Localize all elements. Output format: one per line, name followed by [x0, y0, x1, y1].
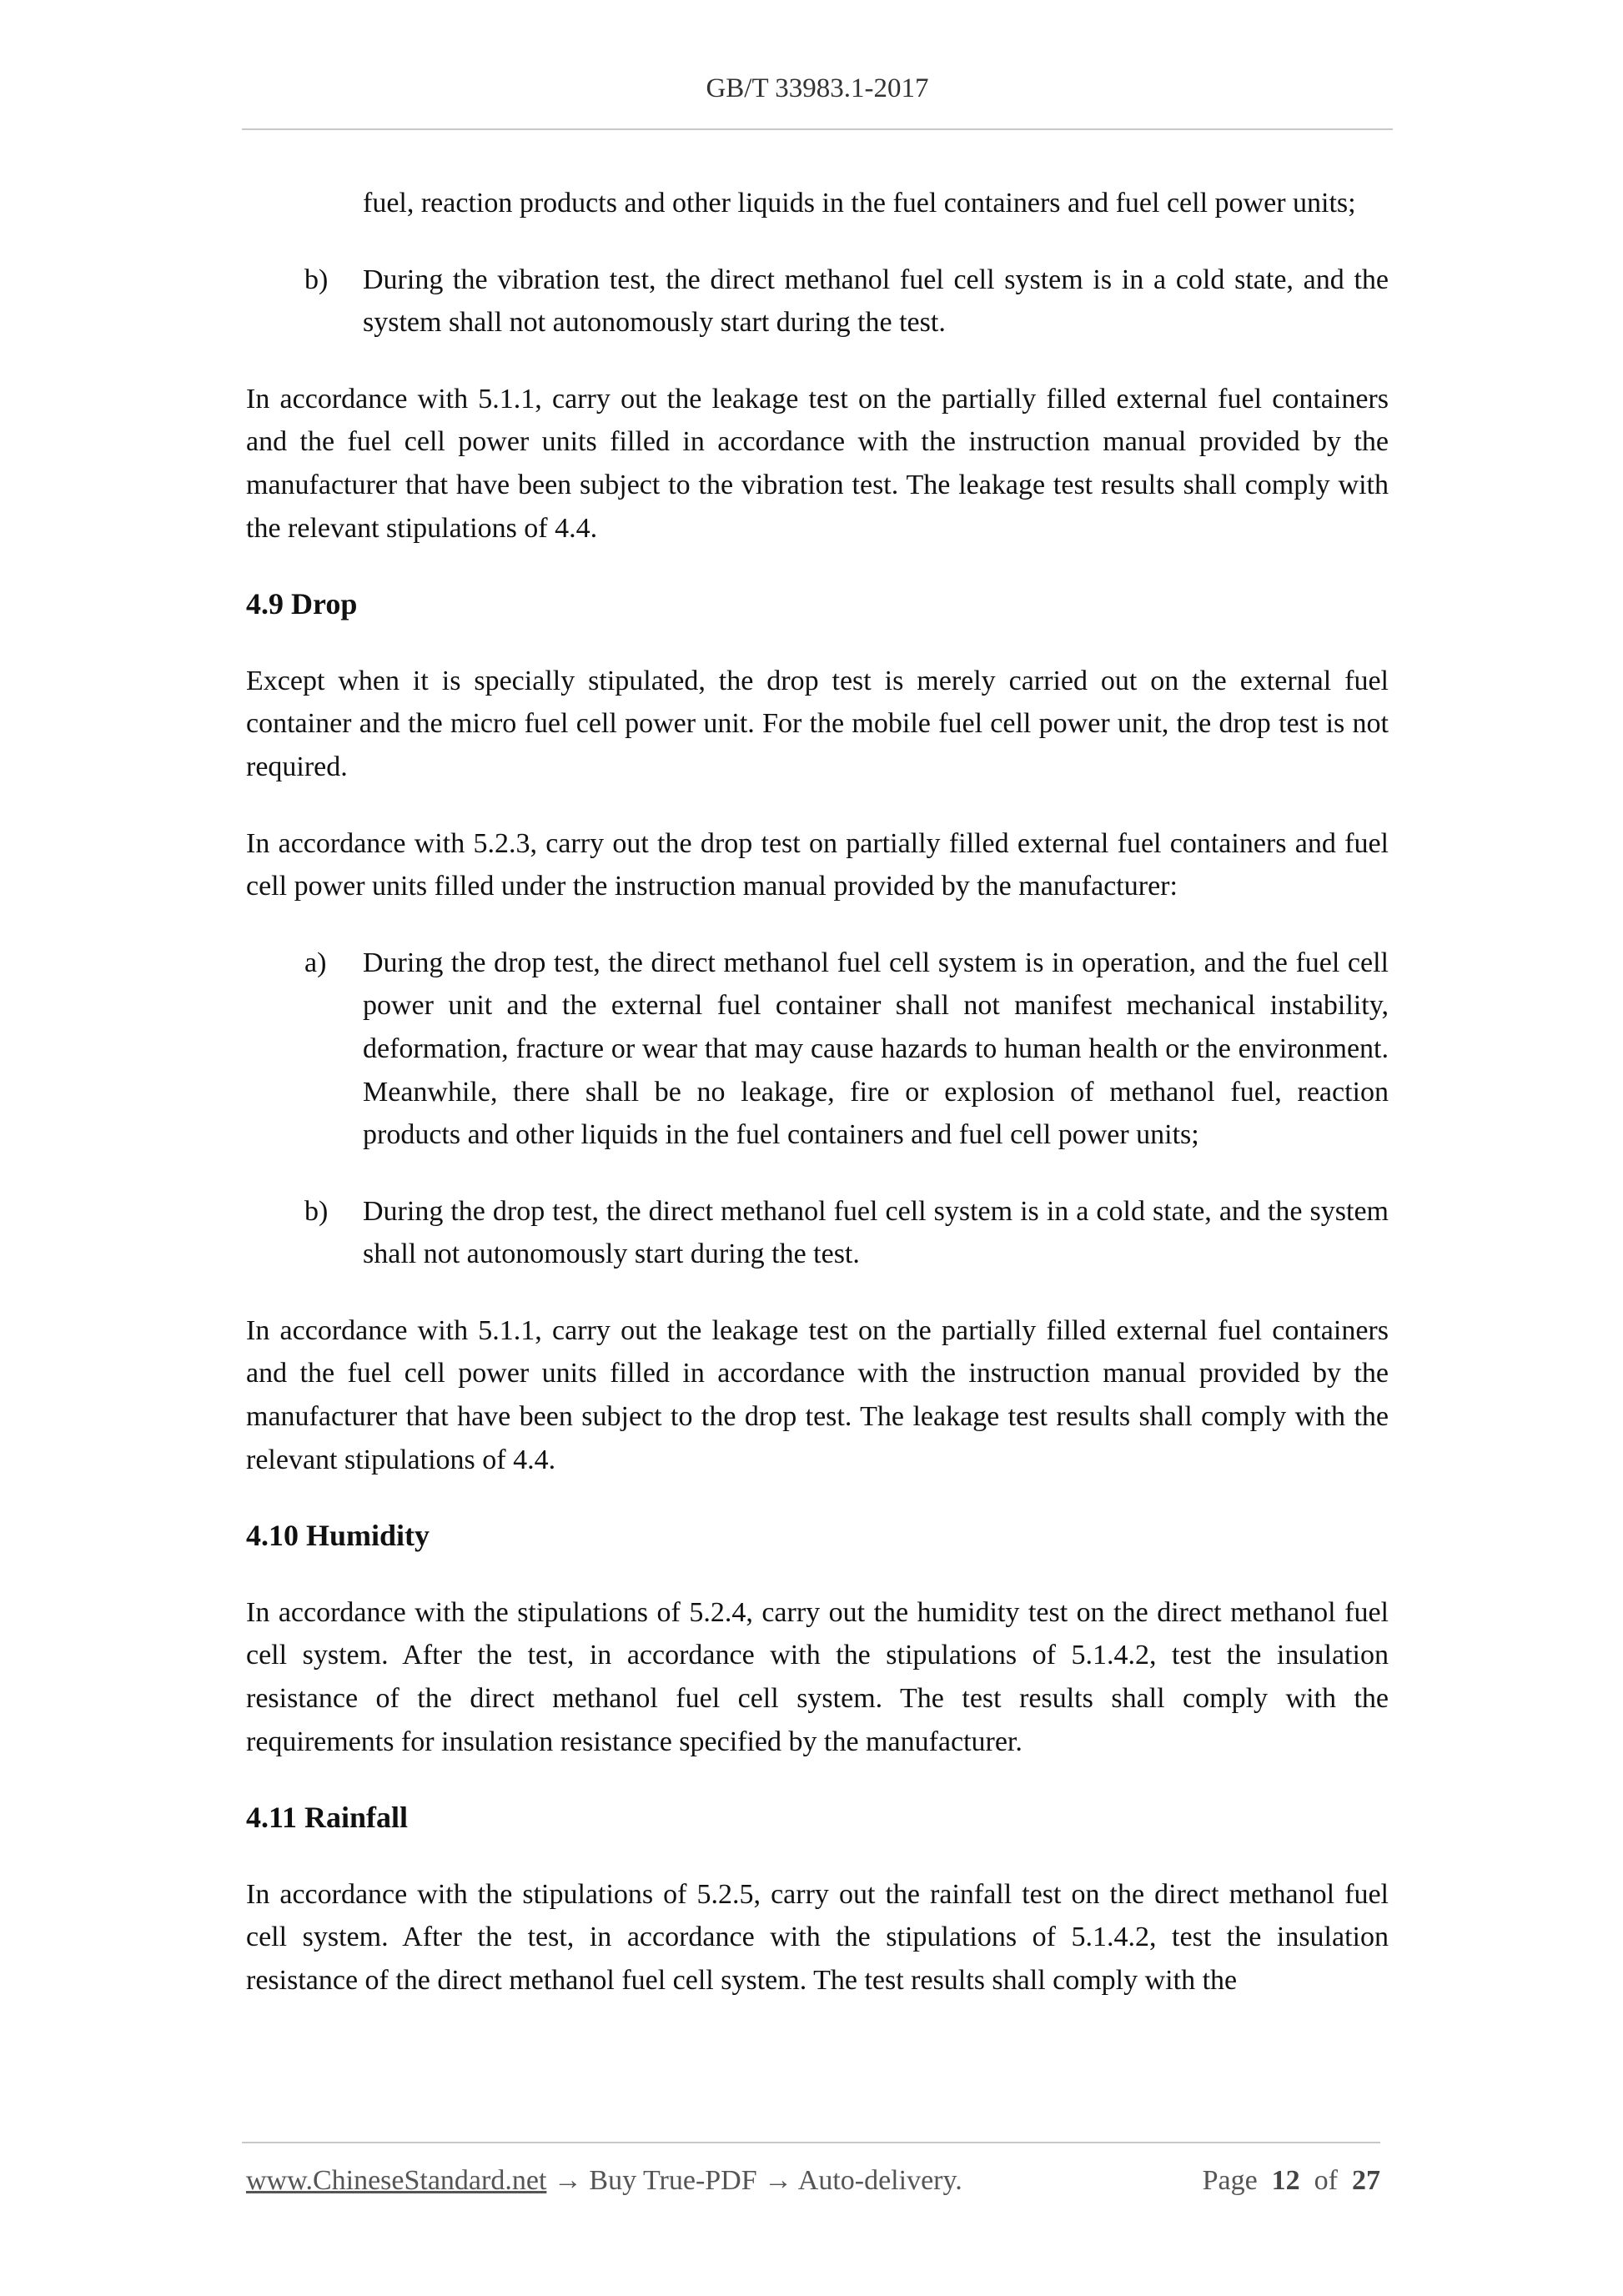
footer-divider — [242, 2142, 1380, 2143]
list-item-b-drop — [246, 1190, 1389, 1276]
paragraph-vibration-leakage: In accordance with 5.1.1, carry out the leakage test on the partially filled external fuel containers and the fuel cell power units filled in accordance with the instruction manual provided by the manufacturer that have been subject to the vibration test. The leakage test results shall comply with the relevant stipulations of 4.4. — [246, 383, 1389, 544]
paragraph-drop-leakage: In accordance with 5.1.1, carry out the leakage test on the partially filled external fuel containers and the fuel cell power units filled in accordance with the instruction manual provided by the manufacturer that have been subject to the drop test. The leakage test results shall comply with the relevant stipulations of 4.4. — [246, 1314, 1389, 1475]
list-item-text: During the drop test, the direct methanol fuel cell system is in a cold state, and the system shall not autonomously start during the test. — [363, 1195, 1389, 1270]
list-item-label: b) — [304, 1195, 329, 1227]
list-item-b-vibration — [246, 259, 1389, 344]
page-current: 12 — [1271, 2165, 1300, 2196]
paragraph-rainfall: In accordance with the stipulations of 5.2.5, carry out the rainfall test on the direct methanol fuel cell system. After the test, in accordance with the stipulations of 5.1.4.2, test the insulation resistance of the direct methanol fuel cell system. The test results shall comply with the — [246, 1878, 1389, 1996]
document-footer — [246, 2165, 1380, 2197]
list-item-label: b) — [304, 264, 329, 295]
list-item-text: During the vibration test, the direct methanol fuel cell system is in a cold state, and the system shall not autonomously start during the test. — [363, 264, 1389, 339]
page-of-word: of — [1314, 2165, 1338, 2196]
list-item-continuation: fuel, reaction products and other liquids in the fuel containers and fuel cell power units; — [363, 188, 1356, 219]
paragraph-humidity: In accordance with the stipulations of 5.2.4, carry out the humidity test on the direct methanol fuel cell system. After the test, in accordance with the stipulations of 5.1.4.2, test the insulation resistance of the direct methanol fuel cell system. The test results shall comply with the requirements for insulation resistance specified by the manufacturer. — [246, 1596, 1389, 1757]
paragraph-drop-scope: Except when it is specially stipulated, the drop test is merely carried out on the external fuel container and the micro fuel cell power unit. For the mobile fuel cell power unit, the drop test is not required. — [246, 665, 1389, 782]
paragraph-drop-procedure: In accordance with 5.2.3, carry out the drop test on partially filled external fuel containers and fuel cell power units filled under the instruction manual provided by the manufacturer: — [246, 827, 1389, 902]
section-heading-drop: 4.9 Drop — [246, 587, 358, 621]
footer-tagline: → Buy True-PDF → Auto-delivery. — [546, 2165, 962, 2196]
page-word: Page — [1202, 2165, 1258, 2196]
list-item-a-drop — [246, 942, 1389, 1157]
list-item-text: During the drop test, the direct methanol fuel cell system is in operation, and the fuel cell power unit and the external fuel container shall not manifest mechanical instability, deformation, fracture or wear that may cause hazards to human health or the environment. Meanwhile, there shall be no leakage, fire or explosion of methanol fuel, reaction products and other liquids in the fuel containers and fuel cell power units; — [363, 947, 1389, 1151]
list-item-label: a) — [304, 947, 327, 978]
page-total: 27 — [1352, 2165, 1380, 2196]
document-body — [246, 182, 1389, 2036]
page-number — [1203, 2165, 1380, 2197]
header-divider — [242, 128, 1393, 130]
document-header: GB/T 33983.1-2017 — [706, 73, 929, 103]
section-heading-rainfall: 4.11 Rainfall — [246, 1801, 409, 1835]
footer-promo — [246, 2165, 962, 2197]
website-link[interactable]: www.ChineseStandard.net — [246, 2165, 547, 2196]
section-heading-humidity: 4.10 Humidity — [246, 1519, 430, 1553]
